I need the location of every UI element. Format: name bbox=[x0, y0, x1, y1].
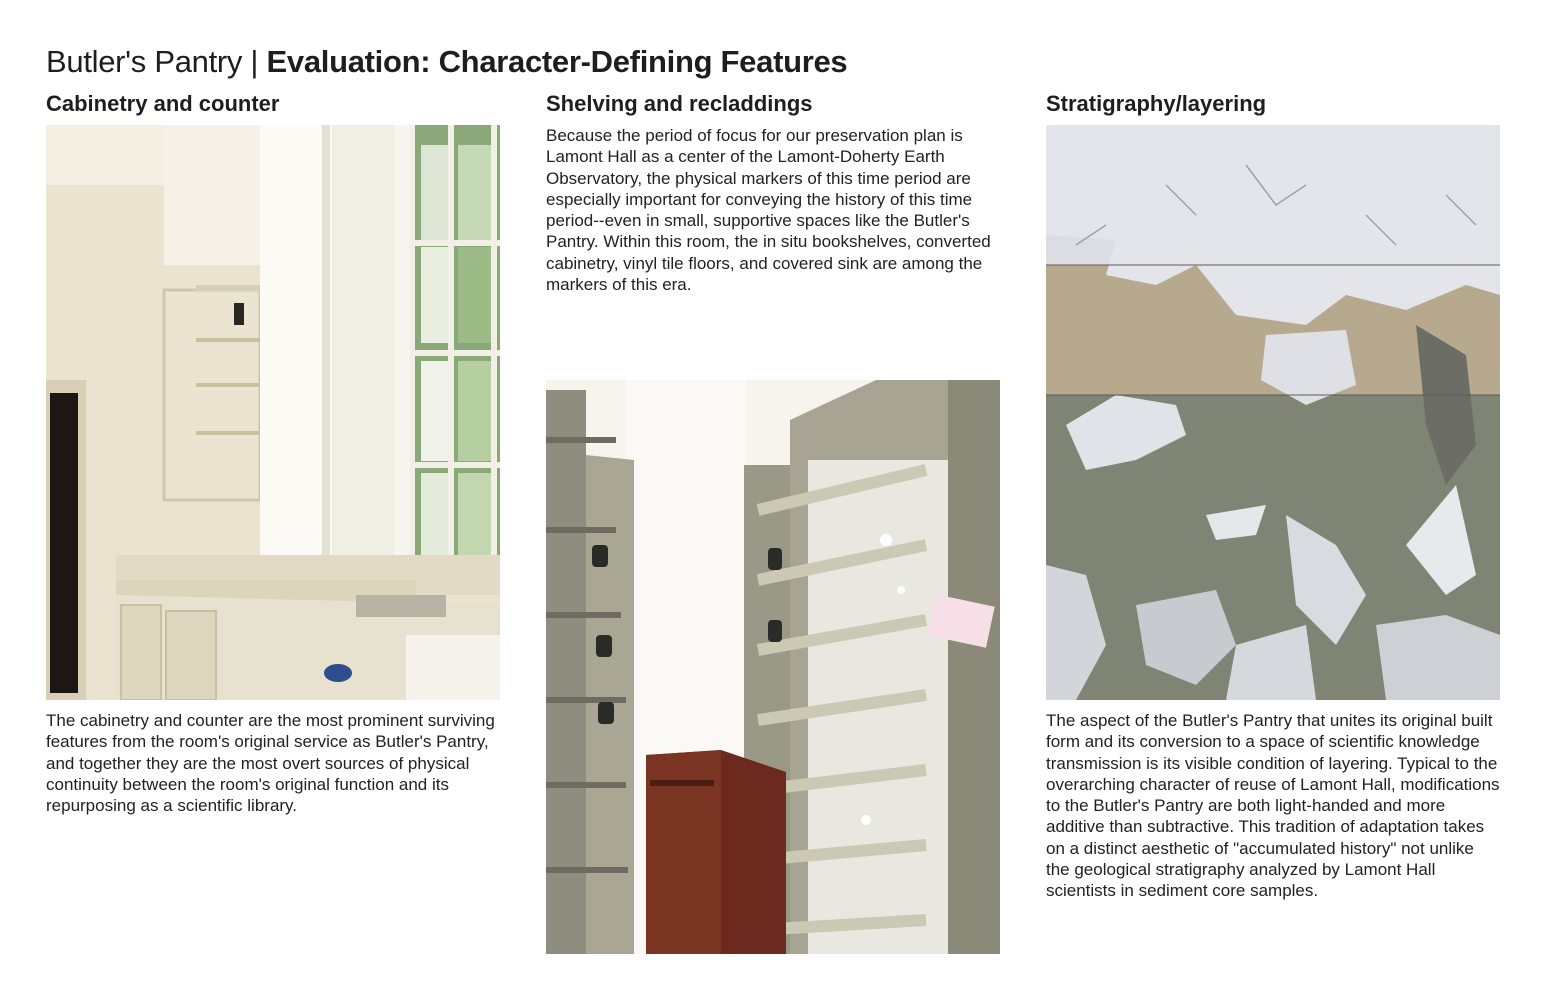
page-title-main: Evaluation: Character-Defining Features bbox=[266, 44, 848, 79]
cabinetry-photo bbox=[46, 125, 500, 700]
stratigraphy-photo bbox=[1046, 125, 1500, 700]
stratigraphy-heading: Stratigraphy/layering bbox=[1046, 91, 1267, 116]
page-title bbox=[46, 44, 847, 80]
cabinetry-heading: Cabinetry and counter bbox=[46, 91, 280, 116]
shelving-photo bbox=[546, 380, 1000, 954]
shelving-description: Because the period of focus for our preservation plan is Lamont Hall as a center of the Lamont-Doherty Earth Observatory, the physical markers of this time period are especially important for conveying the history of this time period--even in small, supportive spaces like the Butler's Pantry. Within this room, the in situ bookshelves, converted cabinetry, vinyl tile floors, and covered sink are among the markers of this era. bbox=[546, 126, 991, 295]
shelving-heading: Shelving and recladdings bbox=[546, 91, 813, 116]
page-title-prefix: Butler's Pantry | bbox=[46, 44, 267, 79]
cabinetry-description: The cabinetry and counter are the most prominent surviving features from the room's original service as Butler's Pantry, and together they are the most overt sources of physical continuity between the room's original function and its repurposing as a scientific library. bbox=[46, 711, 495, 816]
stratigraphy-description: The aspect of the Butler's Pantry that unites its original built form and its conversion to a space of scientific knowledge transmission is its visible condition of layering. Typical to the overarching character of reuse of Lamont Hall, modifications to the Butler's Pantry are both light-handed and more additive than subtractive. This tradition of adaptation takes on a distinct aesthetic of "accumulated history" not unlike the geological stratigraphy analyzed by Lamont Hall scientists in sediment core samples. bbox=[1046, 711, 1500, 901]
